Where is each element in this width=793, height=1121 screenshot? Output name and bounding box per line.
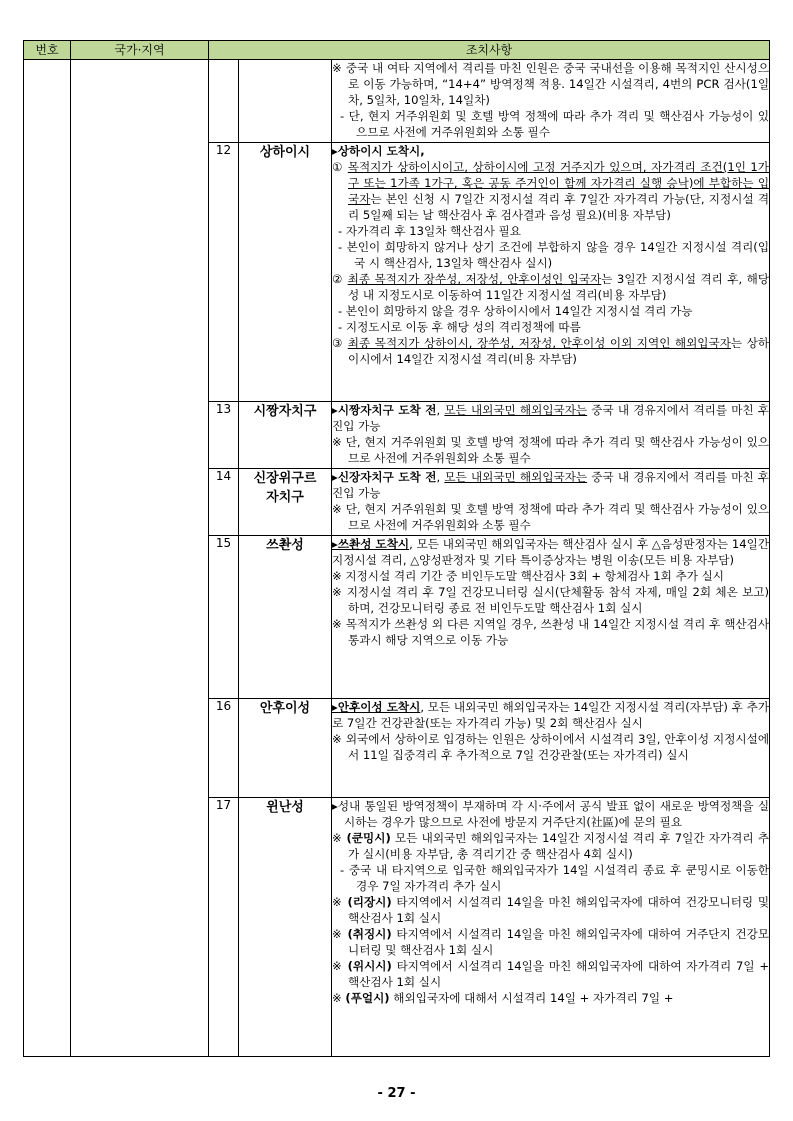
sub-name-cell — [239, 60, 332, 143]
measures-cell — [332, 469, 770, 536]
list-item: - 자가격리 후 13일차 핵산검사 필요 — [338, 224, 521, 238]
note-line: ※ 중국 내 여타 지역에서 격리를 마친 인원은 중국 국내선을 이용해 목적지인 산시성으로 이동 가능하며, “14+4” 방역정책 적용. 14일간 시설격리, 4번의 PCR 검사(1일차, 5일차, 10일차, 14일차) — [332, 61, 770, 107]
measures-cell — [332, 143, 770, 402]
row-number: 15 — [209, 536, 239, 699]
list-item: ① 목적지가 상하이시이고, 상하이시에 고정 거주지가 있으며, 자가격리 조건(1인 1가구 또는 1가족 1가구, 혹은 공동 주거인이 함께 자가격리 실행 승낙)에 부합하는 입국자는 본인 신청 시 7일간 지정시설 격리 후 7일간 자가격리 가능(단, 지정시설 격리 5일째 되는 날 핵산검사 후 검사결과 음성 필요)(비용 자부담) — [332, 160, 770, 222]
section-heading: ▸안후이성 도착시, 모든 내외국민 해외입국자는 14일간 지정시설 격리(자부담) 후 추가로 7일간 건강관찰(또는 자가격리 가능) 및 2회 핵산검사 실시 — [332, 700, 770, 730]
note-line: ※ (리장시) 타지역에서 시설격리 14일을 마친 해외입국자에 대하여 건강모니터링 및 핵산검사 1회 실시 — [332, 895, 770, 925]
region-name: 상하이시 — [239, 143, 332, 402]
note-line: - 단, 현지 거주위원회 및 호텔 방역 정책에 따라 추가 격리 및 핵산검사 가능성이 있으므로 사전에 거주위원회와 소통 필수 — [340, 109, 770, 139]
list-item: ② 최종 목적지가 장쑤성, 저장성, 안후이성인 입국자는 3일간 지정시설 격리 후, 해당 성 내 지정도시로 이동하여 11일간 지정시설 격리(비용 자부담) — [332, 272, 770, 302]
list-item: - 지정도시로 이동 후 해당 성의 격리정책에 따름 — [338, 320, 581, 334]
row-number: 16 — [209, 699, 239, 798]
measures-cell — [332, 699, 770, 798]
number-cell-blank — [24, 60, 71, 1057]
note-line: ※ 목적지가 쓰촨성 외 다른 지역일 경우, 쓰촨성 내 14일간 지정시설 격리 후 핵산검사 통과시 해당 지역으로 이동 가능 — [332, 617, 770, 647]
region-name: 시짱자치구 — [239, 402, 332, 469]
note-line: ※ 외국에서 상하이로 입경하는 인원은 상하이에서 시설격리 3일, 안후이성 지정시설에서 11일 집중격리 후 추가적으로 7일 건강관찰(또는 자가격리) 실시 — [332, 732, 770, 762]
row-number: 17 — [209, 798, 239, 1057]
table-row — [24, 60, 770, 143]
region-name: 안후이성 — [239, 699, 332, 798]
header-measures: 조치사항 — [209, 41, 770, 60]
region-name: 쓰촨성 — [239, 536, 332, 699]
list-item: ③ 최종 목적지가 상하이시, 장쑤성, 저장성, 안후이성 이외 지역인 해외입국자는 상하이시에서 14일간 지정시설 격리(비용 자부담) — [332, 336, 770, 366]
list-item: ▸성내 통일된 방역정책이 부재하며 각 시·주에서 공식 발표 없이 새로운 방역정책을 실시하는 경우가 많으므로 사전에 방문지 거주단지(社區)에 문의 필요 — [332, 799, 770, 829]
sub-number-cell — [209, 60, 239, 143]
row-number: 13 — [209, 402, 239, 469]
region-name: 윈난성 — [239, 798, 332, 1057]
note-line: ※ 지정시설 격리 후 7일 건강모니터링 실시(단체활동 참석 자제, 매일 2회 체온 보고)하며, 건강모니터링 종료 전 비인두도말 핵산검사 1회 실시 — [332, 585, 770, 615]
list-item: - 본인이 희망하지 않거나 상기 조건에 부합하지 않을 경우 14일간 지정시설 격리(입국 시 핵산검사, 13일차 핵산검사 실시) — [338, 240, 770, 270]
note-line: ※ (쿤밍시) 모든 내외국민 해외입국자는 14일간 지정시설 격리 후 7일간 자가격리 추가 실시(비용 자부담, 총 격리기간 중 핵산검사 4회 실시) — [332, 831, 770, 861]
table-header-row — [24, 41, 770, 60]
note-line: ※ 단, 현지 거주위원회 및 호텔 방역 정책에 따라 추가 격리 및 핵산검사 가능성이 있으므로 사전에 거주위원회와 소통 필수 — [332, 502, 770, 532]
country-cell-blank — [71, 60, 209, 1057]
note-line: ※ (취징시) 타지역에서 시설격리 14일을 마친 해외입국자에 대하여 거주단지 건강모니터링 및 핵산검사 1회 실시 — [332, 927, 770, 957]
measures-table — [23, 40, 770, 1057]
row-number: 12 — [209, 143, 239, 402]
measures-cell — [332, 798, 770, 1057]
measures-cell — [332, 536, 770, 699]
page-number: - 27 - — [377, 1086, 416, 1101]
note-line: ※ 단, 현지 거주위원회 및 호텔 방역 정책에 따라 추가 격리 및 핵산검사 가능성이 있으므로 사전에 거주위원회와 소통 필수 — [332, 435, 770, 465]
section-heading: ▸시짱자치구 도착 전, 모든 내외국민 해외입국자는 중국 내 경유지에서 격리를 마친 후 진입 가능 — [332, 403, 770, 433]
list-item: - 본인이 희망하지 않을 경우 상하이시에서 14일간 지정시설 격리 가능 — [338, 304, 693, 318]
section-heading: ▸상하이시 도착시, — [332, 144, 425, 158]
note-line: ※ (푸얼시) 해외입국자에 대해서 시설격리 14일 + 자가격리 7일 + — [332, 991, 674, 1005]
region-name: 신장위구르 자치구 — [239, 469, 332, 536]
measures-cell — [332, 60, 770, 143]
header-number: 번호 — [24, 41, 71, 60]
measures-cell — [332, 402, 770, 469]
note-line: - 중국 내 타지역으로 입국한 해외입국자가 14일 시설격리 종료 후 쿤밍시로 이동한 경우 7일 자가격리 추가 실시 — [340, 863, 770, 893]
header-country: 국가·지역 — [71, 41, 209, 60]
section-heading: ▸쓰촨성 도착시, 모든 내외국민 해외입국자는 핵산검사 실시 후 △음성판정자는 14일간 지정시설 격리, △양성판정자 및 기타 특이증상자는 병원 이송(모든 비용 자부담) — [332, 537, 770, 567]
section-heading: ▸신장자치구 도착 전, 모든 내외국민 해외입국자는 중국 내 경유지에서 격리를 마친 후 진입 가능 — [332, 470, 770, 500]
note-line: ※ (위시시) 타지역에서 시설격리 14일을 마친 해외입국자에 대하여 자가격리 7일 + 핵산검사 1회 실시 — [332, 959, 770, 989]
row-number: 14 — [209, 469, 239, 536]
note-line: ※ 지정시설 격리 기간 중 비인두도말 핵산검사 3회 + 항체검사 1회 추가 실시 — [332, 569, 724, 583]
